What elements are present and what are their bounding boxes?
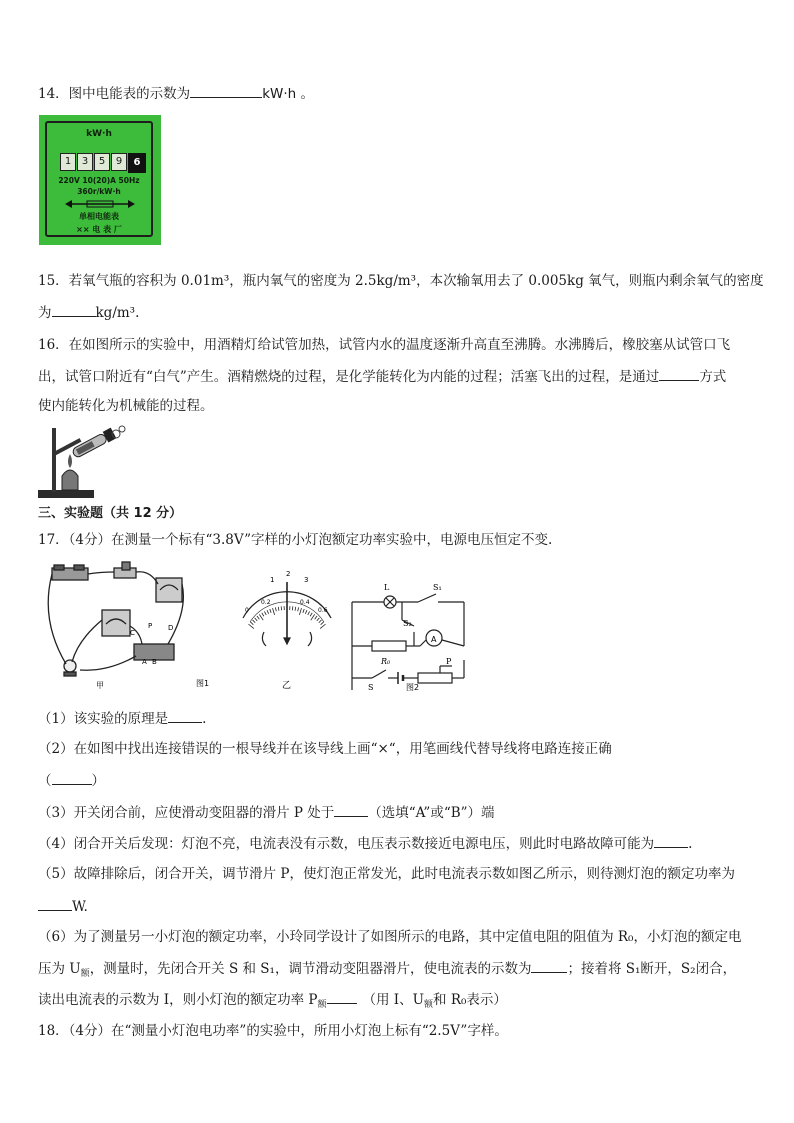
label-A: A xyxy=(142,658,147,666)
ammeter-tick xyxy=(273,608,275,615)
paren-right: ） xyxy=(91,773,105,789)
q17-p6-blank2[interactable] xyxy=(327,990,357,1004)
meter-digit: 9 xyxy=(111,153,127,171)
q16-line2 xyxy=(38,367,726,386)
ammeter-tick xyxy=(315,616,317,619)
ammeter-tick xyxy=(303,609,304,613)
q17-p2-answer xyxy=(38,771,105,790)
scale-0.2: 0.2 xyxy=(261,599,271,606)
ammeter-tick xyxy=(298,607,299,611)
q16-prefix: 出，试管口附近有“白气”产生。酒精燃烧的过程，是化学能转化为内能的过程；活塞飞出的过程，是通过 xyxy=(38,369,660,385)
label-yi: 乙 xyxy=(282,681,292,691)
q15-line2 xyxy=(38,303,139,322)
ammeter-tick xyxy=(264,611,266,615)
label-ammeter: A xyxy=(431,635,437,644)
q17-p6-text-e: （用 I、U xyxy=(362,992,425,1008)
label-R0: R₀ xyxy=(381,657,391,666)
ammeter-tick xyxy=(257,616,259,619)
q17-p6-line1: （6）为了测量另一小灯泡的额定功率，小玲同学设计了如图所示的电路，其中定值电阻的阻值为 R₀，小灯泡的额定电 xyxy=(38,929,742,945)
meter-spec-line2: 360r/kW·h xyxy=(77,187,121,196)
q17-p6-blank1[interactable] xyxy=(531,959,567,973)
subscript-e: 额 xyxy=(317,1000,327,1010)
q17-p5-line1: （5）故障排除后，闭合开关，调节滑片 P，使灯泡正常发光，此时电流表示数如图乙所示，则待测灯泡的额定功率为 xyxy=(38,866,735,882)
q17-p6-text-a: 压为 U xyxy=(38,961,81,977)
meter-digit: 1 xyxy=(60,153,76,171)
ammeter-tick xyxy=(250,622,253,625)
subscript-e: 额 xyxy=(80,969,90,979)
q16-blank[interactable] xyxy=(659,367,699,381)
physical-circuit-diagram xyxy=(48,562,183,676)
q16-line1: 16．在如图所示的实验中，用酒精灯给试管加热，试管内水的温度逐渐升高直至沸腾。水沸腾后，橡胶塞从试管口飞 xyxy=(38,337,731,353)
meter-name: 单相电能表 xyxy=(79,212,119,221)
ammeter-tick xyxy=(295,607,296,611)
subscript-e: 额 xyxy=(424,1000,434,1010)
q17-p1-blank[interactable] xyxy=(168,709,202,723)
schematic-diagram xyxy=(352,594,464,690)
ammeter-tick xyxy=(319,620,322,623)
q15-unit: kg/m³. xyxy=(95,305,140,321)
label-fig2: 图2 xyxy=(406,683,420,692)
scale-0.4: 0.4 xyxy=(300,599,310,606)
paren-left: （ xyxy=(38,773,52,789)
meter-digit-decimal: 6 xyxy=(128,153,146,173)
scale-2: 2 xyxy=(286,570,291,578)
label-P: P xyxy=(148,622,153,630)
ammeter-tick xyxy=(278,607,279,611)
q17-p4-text: （4）闭合开关后发现：灯泡不亮，电流表没有示数，电压表示数接近电源电压，则此时电路故障可能为 xyxy=(38,836,655,852)
ammeter-tick xyxy=(310,613,312,616)
q14-blank[interactable] xyxy=(190,84,262,98)
label-D: D xyxy=(168,624,174,632)
circuit-figures xyxy=(38,560,470,696)
meter-maker: ×× 电 表 厂 xyxy=(76,225,122,234)
q14-text: 14．图中电能表的示数为 xyxy=(38,86,191,102)
ammeter-tick xyxy=(267,610,269,614)
q17-p6-line2 xyxy=(38,959,736,983)
scale-0: 0 xyxy=(245,607,249,614)
q17-p1-end: . xyxy=(202,711,207,727)
ammeter-tick xyxy=(259,614,263,620)
q17-p5-blank[interactable] xyxy=(38,897,72,911)
ammeter-dial xyxy=(243,582,331,646)
q16-line3: 使内能转化为机械能的过程。 xyxy=(38,398,214,414)
q17-p6-text-d: 读出电流表的示数为 I，则小灯泡的额定功率 P xyxy=(38,992,318,1008)
ammeter-tick xyxy=(321,622,324,625)
meter-unit-label: kW·h xyxy=(86,129,112,139)
test-tube-heating-figure xyxy=(36,424,126,502)
q17-p3-suffix: （选填“A”或“B”）端 xyxy=(368,805,495,821)
label-jia: 甲 xyxy=(96,681,104,690)
label-P-slider: P xyxy=(446,657,452,666)
q16-suffix: 方式 xyxy=(699,369,727,385)
ammeter-tick xyxy=(299,608,301,615)
meter-digits xyxy=(60,153,147,173)
q17-p3 xyxy=(38,803,495,822)
q17-p6-line3 xyxy=(38,990,507,1014)
label-C: C xyxy=(130,629,135,637)
ammeter-tick xyxy=(308,611,310,615)
ammeter-tick xyxy=(275,607,276,611)
section-3-heading: 三、实验题（共 12 分） xyxy=(38,506,183,521)
scale-3: 3 xyxy=(304,576,309,584)
label-S: S xyxy=(368,683,374,692)
meter-digit: 5 xyxy=(94,153,110,171)
ammeter-tick xyxy=(305,610,307,614)
q17-p6-text-f: 和 R₀表示） xyxy=(433,992,507,1008)
label-fig1: 图1 xyxy=(196,679,210,688)
q17-p3-blank[interactable] xyxy=(334,803,368,817)
q17-p4 xyxy=(38,834,692,853)
q17-p2: （2）在如图中找出连接错误的一根导线并在该导线上画“×“，用笔画线代替导线将电路连接正确 xyxy=(38,741,612,757)
q17-p4-suffix: . xyxy=(688,836,693,852)
q15-line1: 15．若氧气瓶的容积为 0.01m³，瓶内氧气的密度为 2.5kg/m³，本次输氧用去了 0.005kg 氧气，则瓶内剩余氧气的密度 xyxy=(38,273,764,289)
scale-1: 1 xyxy=(270,576,275,584)
q17-p1-text: （1）该实验的原理是 xyxy=(38,711,169,727)
ammeter-tick xyxy=(270,609,271,613)
q17-p1 xyxy=(38,709,206,728)
ammeter-tick xyxy=(262,613,264,616)
ammeter-tick xyxy=(317,618,320,621)
meter-panel xyxy=(45,121,153,237)
electric-meter-figure xyxy=(39,115,161,245)
meter-arrow-icon xyxy=(65,199,135,209)
q17-p2-blank[interactable] xyxy=(52,771,92,785)
ammeter-tick xyxy=(252,620,255,623)
q17-stem: 17．（4分）在测量一个标有“3.8V”字样的小灯泡额定功率实验中，电源电压恒定不变. xyxy=(38,532,553,548)
q15-prefix: 为 xyxy=(38,305,52,321)
ammeter-tick xyxy=(255,618,258,621)
q17-p6-text-c: ；接着将 S₁断开，S₂闭合， xyxy=(567,961,737,977)
q17-p5-line2 xyxy=(38,897,88,916)
q14-line xyxy=(38,84,314,103)
label-L: L xyxy=(384,583,390,592)
label-S2: S₂ xyxy=(403,619,412,628)
q18-stem: 18．（4分）在“测量小灯泡电功率”的实验中，所用小灯泡上标有“2.5V”字样。 xyxy=(38,1023,508,1039)
q17-p3-text: （3）开关闭合前，应使滑动变阻器的滑片 P 处于 xyxy=(38,805,335,821)
q17-p5-unit: W. xyxy=(72,899,88,915)
meter-spec-line1: 220V 10(20)A 50Hz xyxy=(58,176,140,185)
scale-0.6: 0.6 xyxy=(318,607,328,614)
label-S1: S₁ xyxy=(433,583,442,592)
q15-blank[interactable] xyxy=(52,303,96,317)
q17-p4-blank[interactable] xyxy=(654,834,688,848)
ammeter-tick xyxy=(311,614,315,620)
q17-p6-text-b: ，测量时，先闭合开关 S 和 S₁，调节滑动变阻器滑片，使电流表的示数为 xyxy=(89,961,532,977)
meter-digit: 3 xyxy=(77,153,93,171)
label-B: B xyxy=(152,658,157,666)
q14-unit: kW·h 。 xyxy=(262,86,314,102)
